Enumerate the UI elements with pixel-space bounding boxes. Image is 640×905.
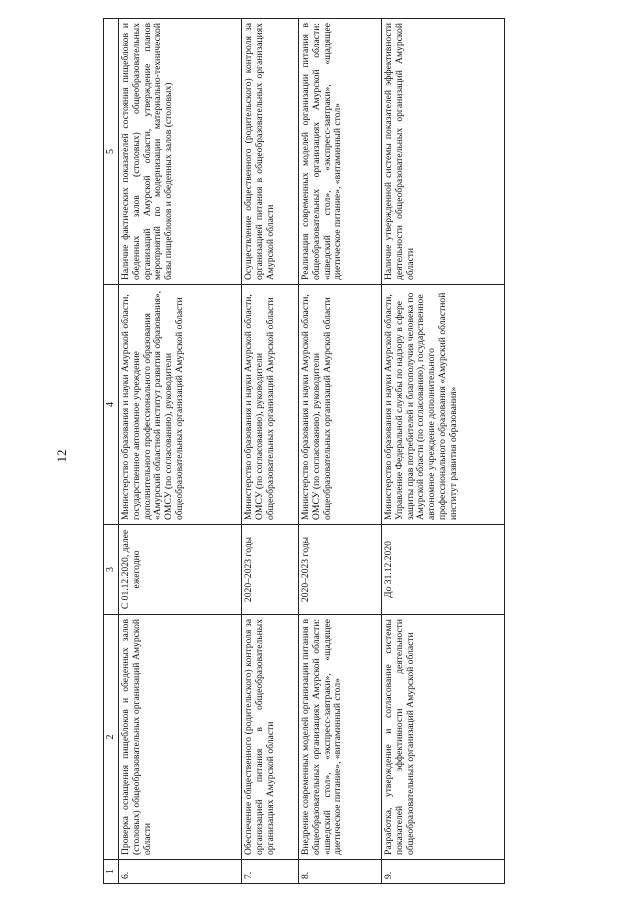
responsible-cell: Министерство образования и науки Амурской области, государственное автономное учреждение дополнительного профессионального образования «Амурский областной институт развития образования», ОМСУ (по согласованию), руководители общеобразовательных организаций Амурской области — [119, 285, 242, 525]
header-cell-4: 4 — [104, 285, 119, 525]
rotated-table-container — [103, 19, 633, 884]
responsible-cell: Министерство образования и науки Амурской области, ОМСУ (по согласованию), руководители общеобразовательных организаций Амурской области — [299, 285, 382, 525]
term-cell: 2020–2023 годы — [299, 525, 382, 615]
measure-cell: Разработка, утверждение и согласование системы показателей эффективности деятельности общеобразовательных организаций Амурской области — [382, 615, 505, 860]
term-cell: 2020–2023 годы — [242, 525, 299, 615]
page-number: 12 — [54, 449, 69, 463]
result-cell: Наличие утвержденной системы показателей эффективности деятельности общеобразовательных организаций Амурской области — [382, 19, 505, 285]
row-number: 7. — [242, 860, 299, 884]
row-number: 8. — [299, 860, 382, 884]
header-cell-5: 5 — [104, 19, 119, 285]
header-row — [104, 19, 119, 884]
term-cell: До 31.12.2020 — [382, 525, 505, 615]
result-cell: Наличие фактических показателей состояния пищеблоков и обеденных залов (столовых) общеобразовательных организаций Амурской области, утверждение планов мероприятий по модернизации материально-технической базы пищеблоков и обеденных залов (столовых) — [119, 19, 242, 285]
responsible-cell: Министерство образования и науки Амурской области, ОМСУ (по согласованию), руководители общеобразовательных организаций Амурской области — [242, 285, 299, 525]
row-number: 6. — [119, 860, 242, 884]
measure-cell: Проверка оснащения пищеблоков и обеденных залов (столовых) общеобразовательных организаций Амурской области — [119, 615, 242, 860]
measures-table — [103, 18, 505, 884]
table-row — [382, 19, 505, 884]
result-cell: Осуществление общественного (родительского) контроля за организацией питания в общеобразовательных организациях Амурской области — [242, 19, 299, 285]
responsible-cell: Министерство образования и науки Амурской области, Управление Федеральной службы по надзору в сфере защиты прав потребителей и благополучия человека по Амурской области (по согласованию), государственное автономное учреждение дополнительного профессионального образования «Амурский областной институт развития образования» — [382, 285, 505, 525]
measure-cell: Внедрение современных моделей организации питания в общеобразовательных организациях Амурской области: «шведский стол», «экспресс-завтраки», «щадящее диетическое питание», «витаминный стол» — [299, 615, 382, 860]
table-row — [242, 19, 299, 884]
measure-cell: Обеспечение общественного (родительского) контроля за организацией питания в общеобразовательных организациях Амурской области — [242, 615, 299, 860]
result-cell: Реализация современных моделей организации питания в общеобразовательных организациях Амурской области: «шведский стол», «экспресс-завтраки», «щадящее диетическое питание», «витаминный стол» — [299, 19, 382, 285]
table-row — [119, 19, 242, 884]
term-cell: С 01.12.2020, далее ежегодно — [119, 525, 242, 615]
row-number: 9. — [382, 860, 505, 884]
header-cell-3: 3 — [104, 525, 119, 615]
header-cell-2: 2 — [104, 615, 119, 860]
table-row — [299, 19, 382, 884]
header-cell-1: 1 — [104, 860, 119, 884]
